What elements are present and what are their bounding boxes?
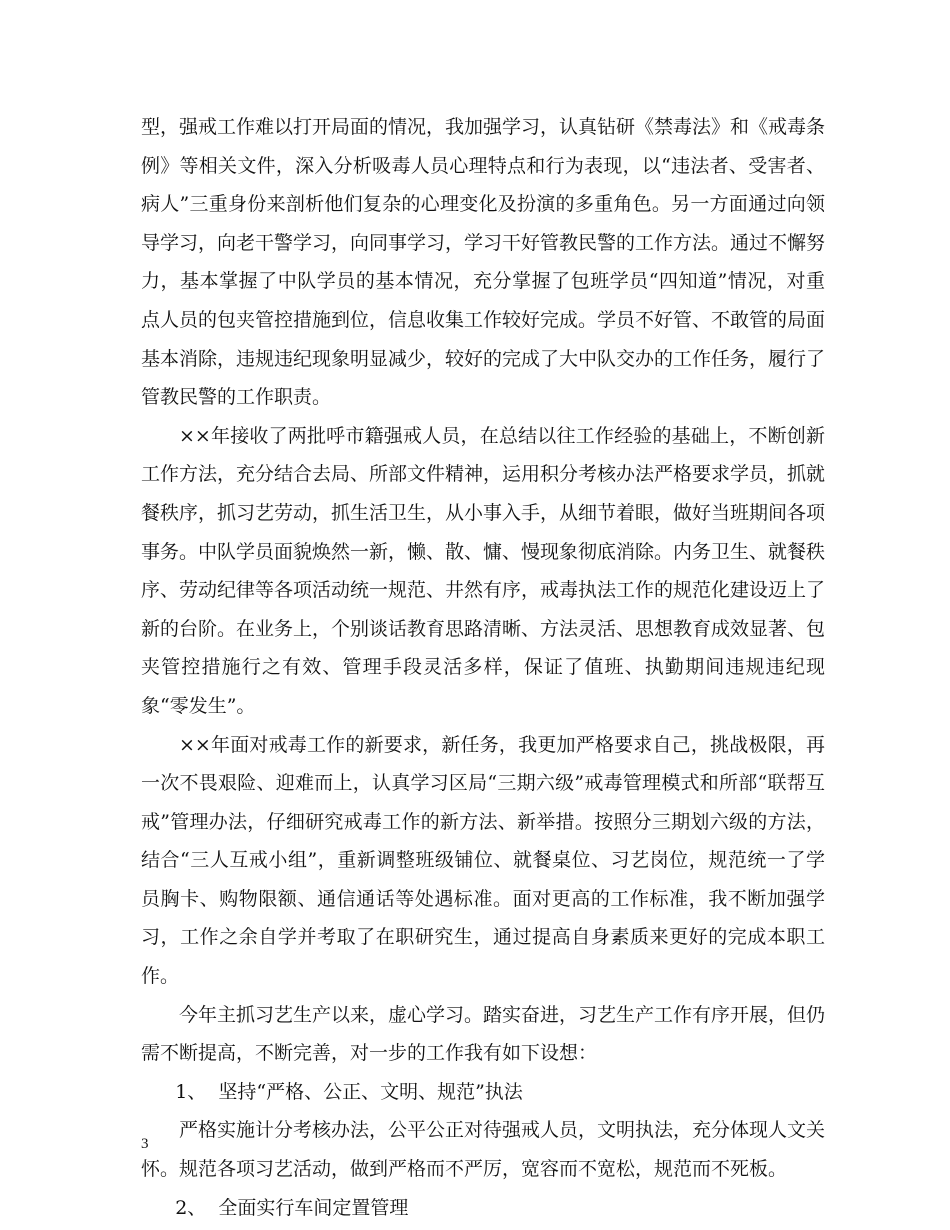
- body-paragraph: 今年主抓习艺生产以来，虚心学习。踏实奋进，习艺生产工作有序开展，但仍需不断提高，不断完善，对一步的工作我有如下设想：: [141, 1003, 826, 1065]
- body-paragraph: ××年接收了两批呼市籍强戒人员，在总结以往工作经验的基础上，不断创新工作方法，充分结合去局、所部文件精神，运用积分考核办法严格要求学员，抓就餐秩序，抓习艺劳动，抓生活卫生，从小事入手，从细节着眼，做好当班期间各项事务。中队学员面貌焕然一新，懒、散、慵、慢现象彻底消除。内务卫生、就餐秩序、劳动纪律等各项活动统一规范、井然有序，戒毒执法工作的规范化建设迈上了新的台阶。在业务上，个别谈话教育思路清晰、方法灵活、思想教育成效显著、包夹管控措施行之有效、管理手段灵活多样，保证了值班、执勤期间违规违纪现象“零发生”。: [141, 424, 826, 717]
- body-paragraph: ××年面对戒毒工作的新要求，新任务，我更加严格要求自己，挑战极限，再一次不畏艰险、迎难而上，认真学习区局“三期六级”戒毒管理模式和所部“联帮互戒”管理办法，仔细研究戒毒工作的新方法、新举措。按照分三期划六级的方法，结合“三人互戒小组”，重新调整班级铺位、就餐桌位、习艺岗位，规范统一了学员胸卡、购物限额、通信通话等处遇标准。面对更高的工作标准，我不断加强学习，工作之余自学并考取了在职研究生，通过提高自身素质来更好的完成本职工作。: [141, 733, 825, 988]
- list-heading-1: 1、 坚持“严格、公正、文明、规范”执法: [175, 1080, 523, 1103]
- list-heading-2: 2、 全面实行车间定置管理: [175, 1196, 409, 1219]
- body-paragraph: 严格实施计分考核办法，公平公正对待强戒人员，文明执法，充分体现人文关怀。规范各项习艺活动，做到严格而不严厉，宽容而不宽松，规范而不死板。: [141, 1119, 826, 1181]
- page-number: 3: [141, 1136, 149, 1152]
- body-paragraph: 型，强戒工作难以打开局面的情况，我加强学习，认真钻研《禁毒法》和《戒毒条例》等相关文件，深入分析吸毒人员心理特点和行为表现，以“违法者、受害者、病人”三重身份来剖析他们复杂的心理变化及扮演的多重角色。另一方面通过向领导学习，向老干警学习，向同事学习，学习干好管教民警的工作方法。通过不懈努力，基本掌握了中队学员的基本情况，充分掌握了包班学员“四知道”情况，对重点人员的包夹管控措施到位，信息收集工作较好完成。学员不好管、不敢管的局面基本消除，违规违纪现象明显减少，较好的完成了大中队交办的工作任务，履行了管教民警的工作职责。: [141, 116, 826, 409]
- document-body: [141, 108, 825, 1227]
